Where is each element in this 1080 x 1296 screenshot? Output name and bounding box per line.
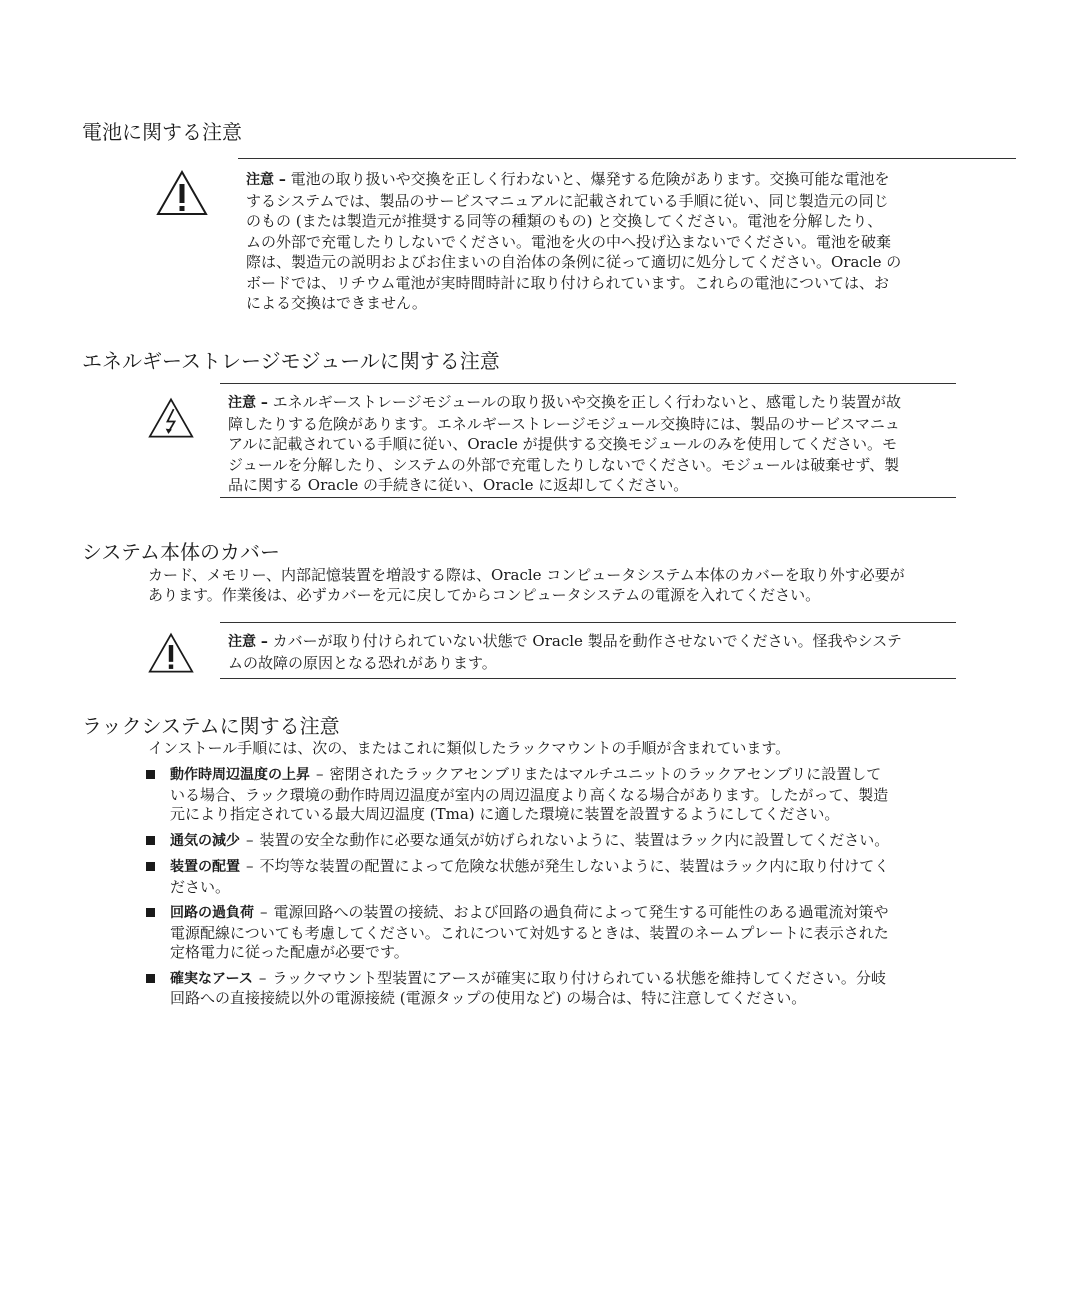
list-item-term: 動作時周辺温度の上昇 — [170, 767, 310, 783]
battery-line-2: するシステムでは、製品のサービスマニュアルに記載されている手順に従い、同じ製造元の同じ — [246, 191, 889, 210]
list-item-term: 装置の配置 — [170, 859, 240, 875]
battery-line-4: ムの外部で充電したりしないでください。電池を火の中へ投げ込まないでください。電池を破棄 — [246, 232, 892, 251]
notice-label: 注意 – — [228, 634, 268, 650]
energy-line-4: ジュールを分解したり、システムの外部で充電したりしないでください。モジュールは破棄せず、製 — [228, 455, 900, 474]
battery-notice — [238, 158, 1016, 320]
list-item: 装置の配置 – 不均等な装置の配置によって危険な状態が発生しないように、装置はラック内に取り付けてく ださい。 — [146, 857, 958, 897]
bullet-icon — [146, 770, 155, 779]
rack-list — [146, 765, 958, 1015]
battery-line-7: による交換はできません。 — [246, 294, 427, 312]
notice-label: 注意 – — [246, 172, 286, 188]
rack-intro: インストール手順には、次の、またはこれに類似したラックマウントの手順が含まれています。 — [148, 739, 791, 757]
bullet-icon — [146, 862, 155, 871]
list-item-term: 通気の減少 — [170, 832, 240, 849]
cover-notice-text — [220, 623, 956, 679]
energy-line-3: アルに記載されている手順に従い、Oracle が提供する交換モジュールのみを使用してください。モ — [228, 435, 898, 453]
energy-line-1: 注意 – エネルギーストレージモジュールの取り扱いや交換を正しく行わないと、感電したり装置が故 — [228, 393, 901, 411]
cover-line-1: 注意 – カバーが取り付けられていない状態で Oracle 製品を動作させないでください。怪我やシステ — [228, 632, 902, 650]
bullet-icon — [146, 836, 155, 845]
warning-triangle-icon — [148, 631, 194, 675]
cover-para-line-1: カード、メモリー、内部記憶装置を増設する際は、Oracle コンピュータシステム本体のカバーを取り外す必要が — [148, 566, 905, 584]
bullet-icon — [146, 908, 155, 917]
energy-line-5: 品に関する Oracle の手続きに従い、Oracle に返却してください。 — [228, 476, 689, 494]
cover-notice — [220, 622, 956, 679]
cover-line-2: ムの故障の原因となる恐れがあります。 — [228, 653, 497, 672]
energy-notice — [220, 383, 956, 498]
cover-paragraph — [148, 565, 958, 605]
cover-para-line-2: あります。作業後は、必ずカバーを元に戻してからコンピュータシステムの電源を入れてください。 — [148, 586, 821, 604]
bullet-icon — [146, 974, 155, 983]
cover-heading: システム本体のカバー — [82, 540, 280, 564]
notice-label: 注意 – — [228, 395, 268, 411]
list-item: 動作時周辺温度の上昇 – 密閉されたラックアセンブリまたはマルチユニットのラックアセンブリに設置して いる場合、ラック環境の動作時周辺温度が室内の周辺温度より高くなる場合があります。したがって、製造 元により指定されている最大周辺温度 (Tma) に適した環境に装置を設置するようにしてください。 — [146, 765, 958, 825]
energy-heading: エネルギーストレージモジュールに関する注意 — [82, 349, 500, 373]
battery-line-6: ボードでは、リチウム電池が実時間時計に取り付けられています。これらの電池については、お — [246, 273, 890, 292]
battery-heading: 電池に関する注意 — [82, 120, 242, 144]
battery-notice-text — [238, 159, 1016, 320]
battery-line-5: 際は、製造元の説明およびお住まいの自治体の条例に従って適切に処分してください。Oracle の — [246, 253, 902, 271]
rack-heading: ラックシステムに関する注意 — [82, 714, 340, 738]
energy-notice-text — [220, 384, 956, 502]
list-item-term: 回路の過負荷 — [170, 905, 254, 921]
list-item: 回路の過負荷 – 電源回路への装置の接続、および回路の過負荷によって発生する可能性のある過電流対策や 電源配線についても考慮してください。これについて対処するときは、装置のネームプレートに表示された 定格電力に従った配慮が必要です。 — [146, 903, 958, 963]
battery-line-3: のもの (または製造元が推奨する同等の種類のもの) と交換してください。電池を分解したり、 — [246, 212, 883, 230]
energy-line-2: 障したりする危険があります。エネルギーストレージモジュール交換時には、製品のサービスマニュ — [228, 414, 900, 433]
battery-line-1: 注意 – 電池の取り扱いや交換を正しく行わないと、爆発する危険があります。交換可能な電池を — [246, 170, 890, 188]
electric-shock-icon — [148, 396, 194, 440]
warning-triangle-icon — [156, 169, 208, 217]
list-item-term: 確実なアース — [170, 970, 253, 987]
list-item: 確実なアース – ラックマウント型装置にアースが確実に取り付けられている状態を維持してください。分岐 回路への直接接続以外の電源接続 (電源タップの使用など) の場合は、特に注意してください。 — [146, 969, 958, 1009]
list-item: 通気の減少 – 装置の安全な動作に必要な通気が妨げられないように、装置はラック内に設置してください。 — [146, 831, 958, 852]
